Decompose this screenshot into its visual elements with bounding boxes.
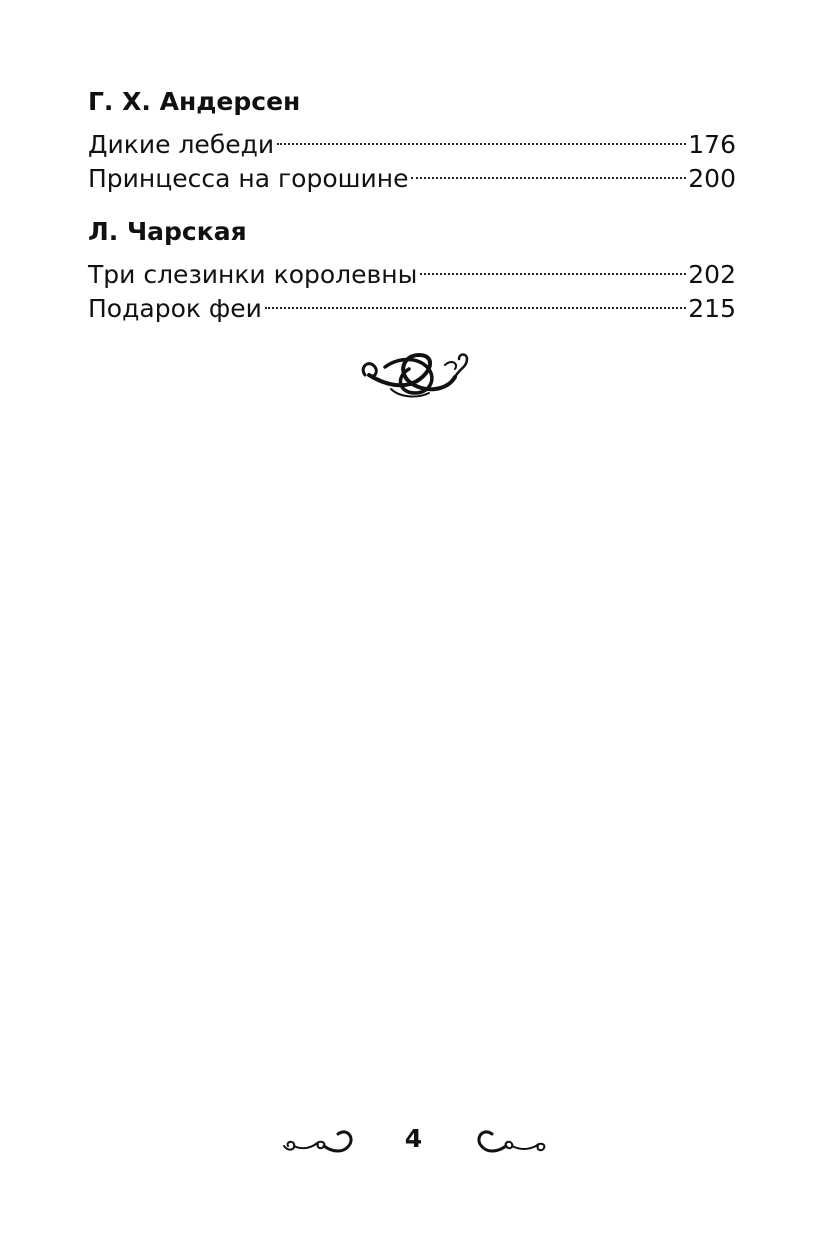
author-heading: Г. Х. Андерсен [88, 87, 301, 116]
flourish-ornament-icon [355, 345, 470, 403]
dot-leader [262, 283, 688, 317]
entry-page-number: 200 [688, 164, 736, 193]
toc-entry[interactable] [88, 119, 736, 159]
dot-leader [417, 249, 688, 283]
toc-section-andersen [88, 85, 736, 193]
toc-section-charskaya [88, 215, 736, 323]
entry-title: Три слезинки королевны [88, 260, 418, 289]
left-flourish-icon [280, 1124, 360, 1158]
entry-page-number: 202 [688, 260, 736, 289]
toc-entry[interactable] [88, 249, 736, 289]
entry-title: Дикие лебеди [88, 130, 275, 159]
page-footer [0, 1118, 827, 1162]
entry-page-number: 215 [688, 294, 736, 323]
dot-leader [408, 153, 688, 187]
page-number: 4 [404, 1124, 423, 1153]
entry-title: Подарок феи [88, 294, 262, 323]
dot-leader [274, 119, 688, 153]
right-flourish-icon [470, 1124, 550, 1158]
entry-page-number: 176 [688, 130, 736, 159]
table-of-contents [88, 85, 736, 323]
entry-title: Принцесса на горошине [88, 164, 409, 193]
author-heading: Л. Чарская [88, 217, 247, 246]
